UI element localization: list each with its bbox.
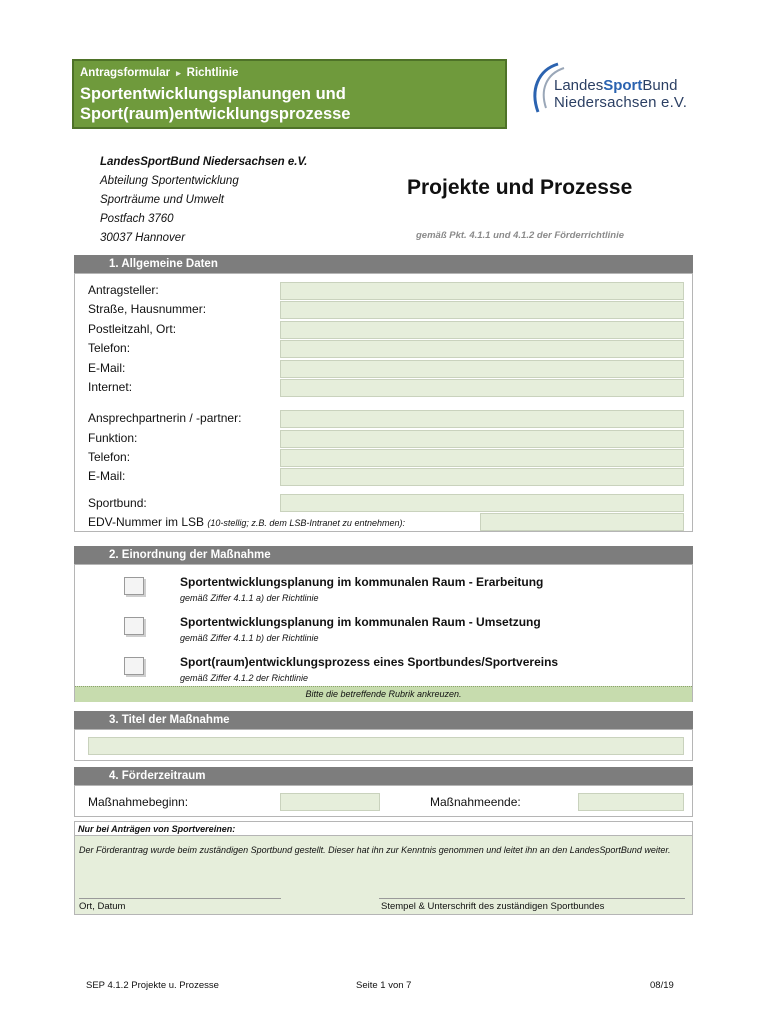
label-antragsteller: Antragsteller: [88,283,159,297]
section-4-box [74,785,693,817]
label-strasse: Straße, Hausnummer: [88,302,207,316]
titel-field[interactable] [88,737,684,755]
address-org: LandesSportBund Niedersachsen e.V. [100,156,308,168]
address-postbox: Postfach 3760 [100,213,174,225]
funktion-field[interactable] [280,430,684,448]
internet-field[interactable] [280,379,684,397]
strasse-field[interactable] [280,301,684,319]
label-email-2: E-Mail: [88,469,126,483]
label-plz-ort: Postleitzahl, Ort: [88,322,177,336]
title-line-2: Sport(raum)entwicklungsprozesse [80,105,351,123]
section-1-box [74,273,693,532]
label-ansprechpartner: Ansprechpartnerin / -partner: [88,411,242,425]
section-2-heading: 2. Einordnung der Maßnahme [74,546,693,564]
label-telefon: Telefon: [88,341,131,355]
option-2-checkbox[interactable] [124,617,144,635]
breadcrumb-item-guideline: Richtlinie [186,67,239,79]
massnahmeende-field[interactable] [578,793,684,811]
section-4-heading: 4. Förderzeitraum [74,767,693,785]
sportverein-note-box [74,821,693,915]
footer-date: 08/19 [650,980,674,991]
lsb-logo [528,60,698,120]
breadcrumb [80,67,238,79]
chevron-right-icon: ▸ [176,67,181,78]
option-2-title: Sportentwicklungsplanung im kommunalen Raum - Umsetzung [180,615,541,629]
logo-line-2: Niedersachsen e.V. [554,94,688,111]
antragsteller-field[interactable] [280,282,684,300]
label-edv-nummer: EDV-Nummer im LSB (10-stellig; z.B. dem LSB-Intranet zu entnehmen): [88,515,405,529]
plz-ort-field[interactable] [280,321,684,339]
address-unit: Sporträume und Umwelt [100,194,224,206]
option-3-title: Sport(raum)entwicklungsprozess eines Sportbundes/Sportvereins [180,655,559,669]
section-3-heading: 3. Titel der Maßnahme [74,711,693,729]
label-telefon-2: Telefon: [88,450,131,464]
option-1-checkbox[interactable] [124,577,144,595]
telefon-2-field[interactable] [280,449,684,467]
title-line-1: Sportentwicklungsplanungen und [80,85,346,103]
recipient-address [100,153,307,248]
note-heading: Nur bei Anträgen von Sportvereinen: [75,822,692,836]
edv-hint: (10-stellig; z.B. dem LSB-Intranet zu entnehmen): [207,518,405,528]
address-dept: Abteilung Sportentwicklung [100,175,239,187]
address-city: 30037 Hannover [100,232,186,244]
label-massnahmebeginn: Maßnahmebeginn: [88,795,189,809]
section-2-box [74,564,693,702]
edv-nummer-field[interactable] [480,513,684,531]
logo-line-1: LandesSportBund [554,77,678,94]
section-1-heading: 1. Allgemeine Daten [74,255,693,273]
label-sportbund: Sportbund: [88,496,147,510]
label-ort-datum: Ort, Datum [79,901,126,912]
header-banner [72,59,507,129]
page-title [80,84,350,124]
note-text: Der Förderantrag wurde beim zuständigen Sportbund gestellt. Dieser hat ihn zur Kenntnis genommen und leitet ihn an den LandesSportBund weiter. [79,845,671,855]
footer-page-number: Seite 1 von 7 [356,980,412,991]
option-1-title: Sportentwicklungsplanung im kommunalen Raum - Erarbeitung [180,575,544,589]
document-title: Projekte und Prozesse [407,176,633,199]
email-field[interactable] [280,360,684,378]
breadcrumb-item-form: Antragsformular [80,67,171,79]
document-subtitle: gemäß Pkt. 4.1.1 und 4.1.2 der Förderrichtlinie [416,230,625,241]
signature-line-right [379,898,685,899]
option-2-sub: gemäß Ziffer 4.1.1 b) der Richtlinie [180,633,319,643]
massnahmebeginn-field[interactable] [280,793,380,811]
label-stempel: Stempel & Unterschrift des zuständigen Sportbundes [381,901,605,912]
telefon-field[interactable] [280,340,684,358]
label-email: E-Mail: [88,361,126,375]
option-1-sub: gemäß Ziffer 4.1.1 a) der Richtlinie [180,593,319,603]
option-3-checkbox[interactable] [124,657,144,675]
email-2-field[interactable] [280,468,684,486]
checkbox-hint: Bitte die betreffende Rubrik ankreuzen. [75,686,692,702]
sportbund-field[interactable] [280,494,684,512]
label-funktion: Funktion: [88,431,138,445]
ansprechpartner-field[interactable] [280,410,684,428]
label-internet: Internet: [88,380,133,394]
footer-left: SEP 4.1.2 Projekte u. Prozesse [86,980,219,991]
label-massnahmeende: Maßnahmeende: [430,795,521,809]
option-3-sub: gemäß Ziffer 4.1.2 der Richtlinie [180,673,309,683]
section-3-box [74,729,693,761]
signature-line-left [79,898,281,899]
